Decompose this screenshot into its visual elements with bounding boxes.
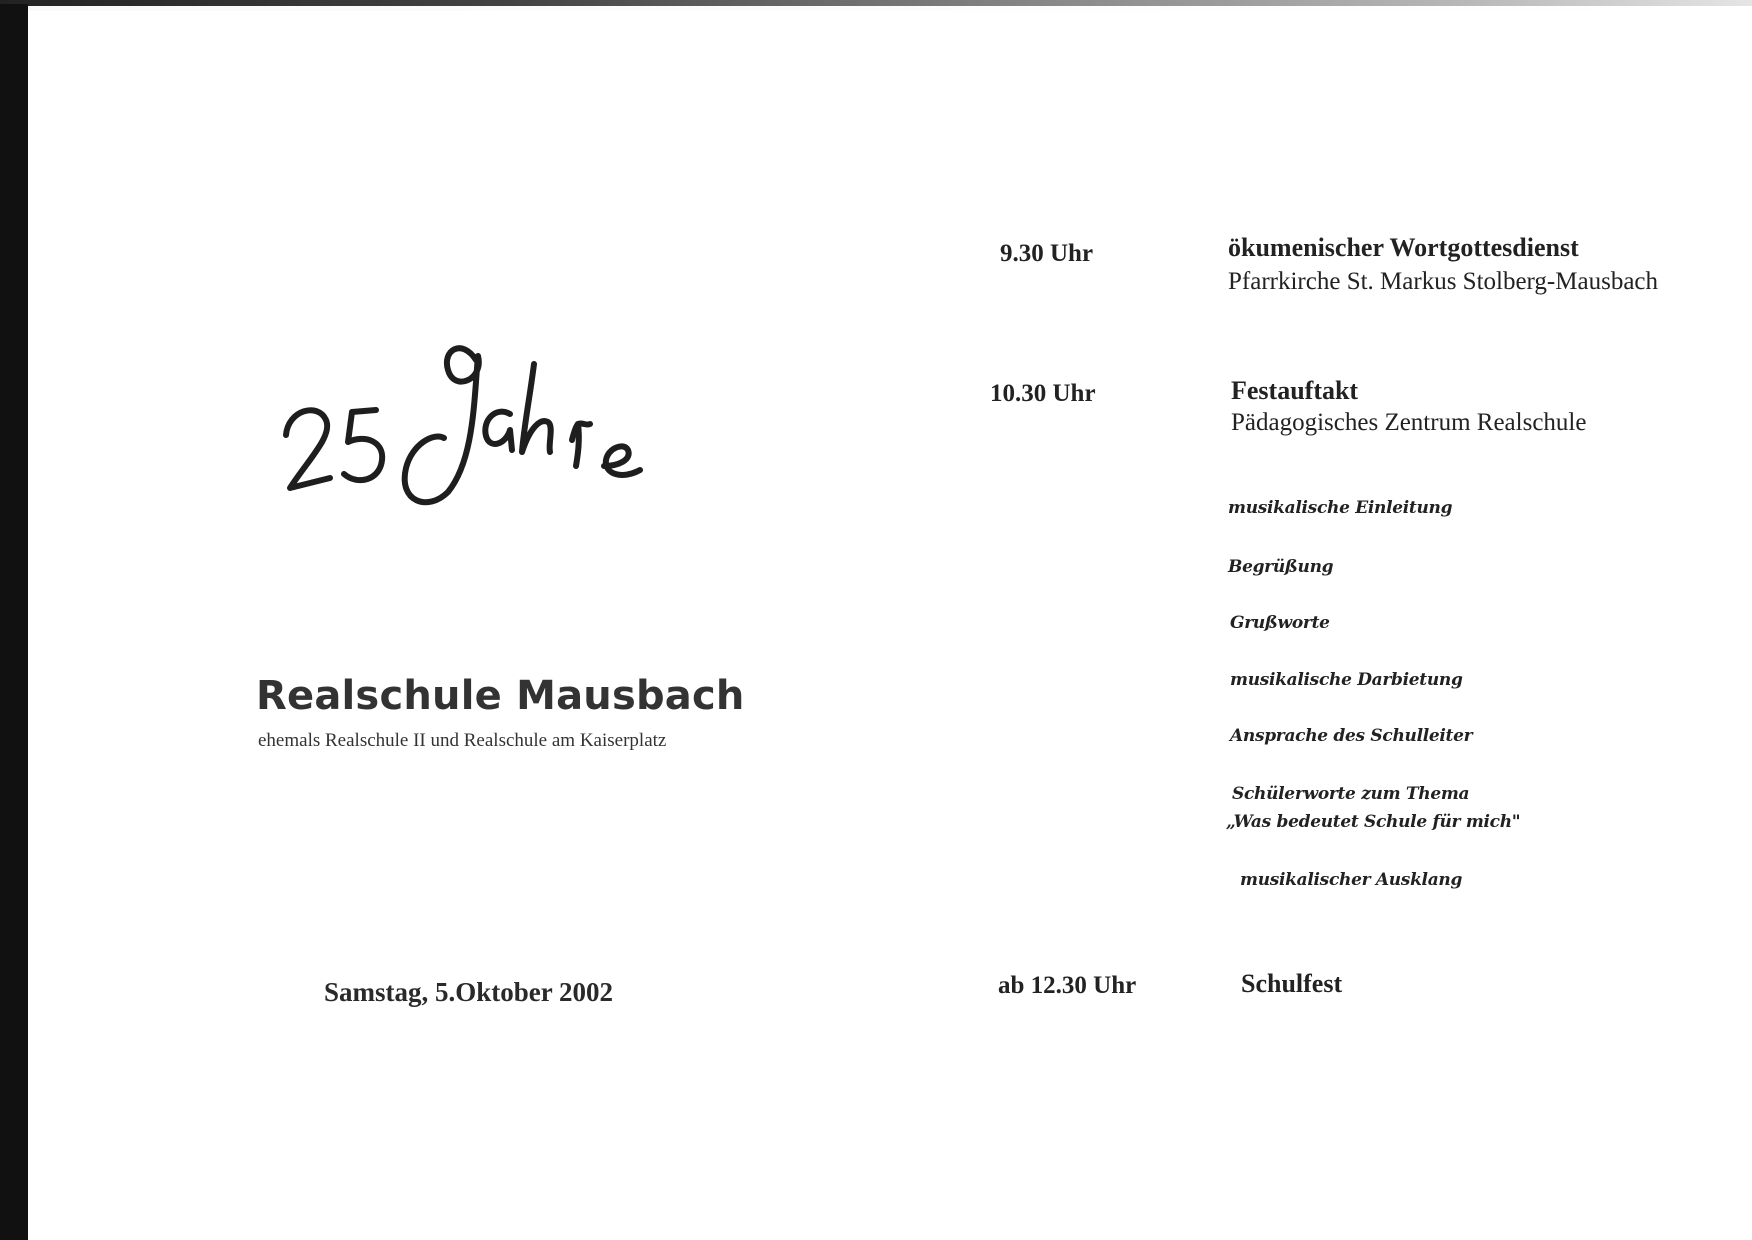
school-subtitle: ehemals Realschule II und Realschule am Kaiserplatz <box>258 730 667 751</box>
program-item: Begrüßung <box>1228 557 1334 577</box>
schedule-title-2: Festauftakt <box>1231 376 1359 405</box>
school-name: Realschule Mausbach <box>256 673 745 719</box>
schedule-place-1: Pfarrkirche St. Markus Stolberg-Mausbach <box>1228 268 1659 295</box>
program-item: Grußworte <box>1230 613 1330 633</box>
schedule-title-1: ökumenischer Wortgottesdienst <box>1228 233 1579 262</box>
page-content <box>28 11 1752 1240</box>
program-item: Ansprache des Schulleiter <box>1230 726 1473 746</box>
schedule-time-3: ab 12.30 Uhr <box>998 972 1137 999</box>
schedule-time-1: 9.30 Uhr <box>1000 240 1094 267</box>
program-item: Schülerworte zum Thema <box>1232 784 1470 804</box>
heading-25-jahre-script <box>278 340 678 515</box>
schedule-place-2: Pädagogisches Zentrum Realschule <box>1231 409 1587 436</box>
event-date: Samstag, 5.Oktober 2002 <box>324 977 614 1007</box>
program-item: musikalische Darbietung <box>1230 670 1463 690</box>
program-item: „Was bedeutet Schule für mich" <box>1226 812 1521 832</box>
program-item: musikalische Einleitung <box>1228 498 1453 518</box>
schedule-time-2: 10.30 Uhr <box>990 380 1096 407</box>
scan-border-left <box>0 4 28 1240</box>
program-item: musikalischer Ausklang <box>1240 870 1463 890</box>
schedule-title-3: Schulfest <box>1241 969 1343 998</box>
